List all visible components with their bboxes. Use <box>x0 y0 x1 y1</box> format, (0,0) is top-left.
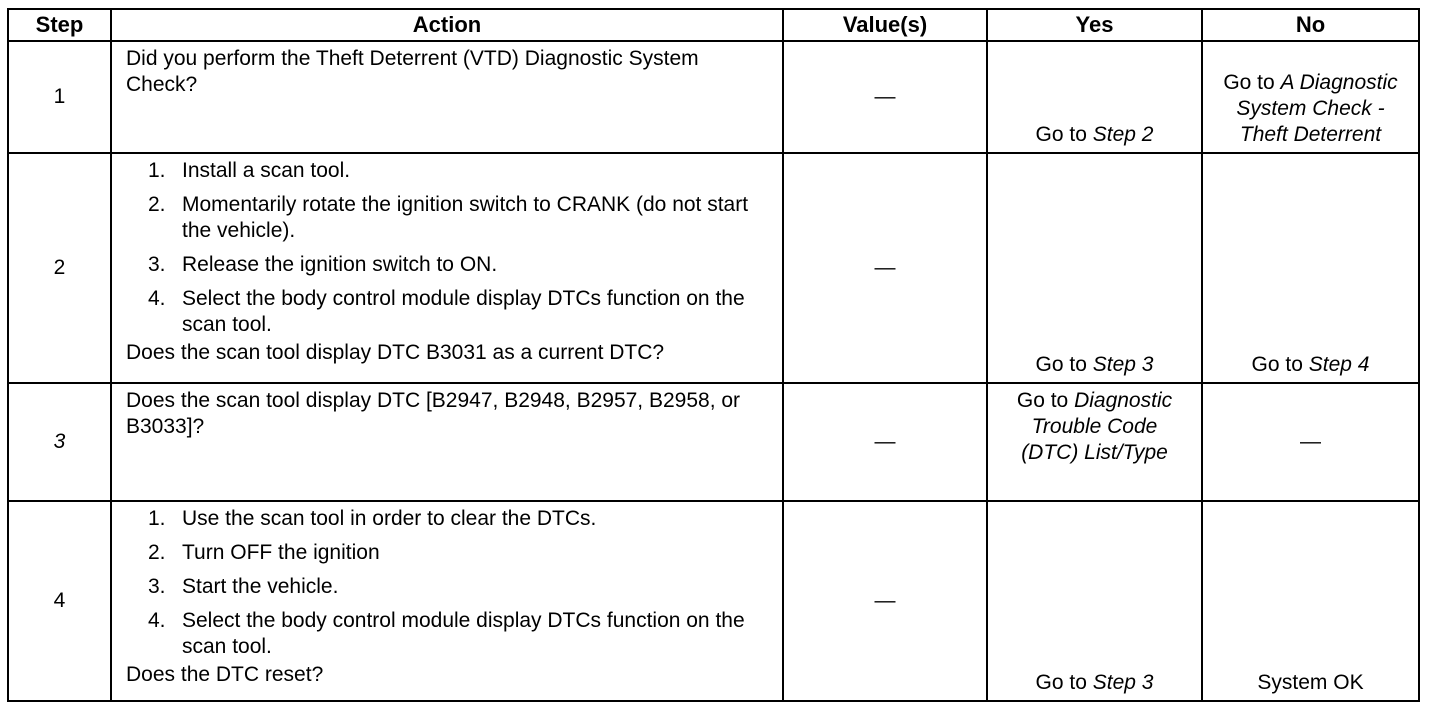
action-cell <box>111 383 783 501</box>
action-cell <box>111 501 783 701</box>
yes-prefix: Go to <box>1035 123 1093 146</box>
yes-link[interactable]: Step 2 <box>1092 123 1154 146</box>
list-item <box>126 252 774 278</box>
list-item <box>126 540 774 566</box>
item-text: Select the body control module display DTCs function on the scan tool. <box>182 609 745 658</box>
item-number: 4. <box>148 609 166 632</box>
action-question: Did you perform the Theft Deterrent (VTD) Diagnostic System Check? <box>126 47 699 96</box>
yes-prefix: Go to <box>1016 389 1075 412</box>
list-item <box>126 574 774 600</box>
list-item <box>126 286 782 338</box>
no-cell <box>1202 153 1419 383</box>
yes-cell <box>987 501 1202 701</box>
no-prefix: Go to <box>1223 71 1281 94</box>
list-item <box>126 506 774 532</box>
step-number: 1 <box>8 41 111 153</box>
step-number: 2 <box>8 153 111 383</box>
value-cell: — <box>783 383 987 501</box>
diagnostic-table <box>7 8 1420 702</box>
action-cell <box>111 41 783 153</box>
item-number: 3. <box>148 253 166 276</box>
item-number: 4. <box>148 287 166 310</box>
yes-prefix: Go to <box>1035 353 1093 376</box>
header-no: No <box>1202 9 1419 41</box>
action-question: Does the scan tool display DTC [B2947, B2948, B2957, B2958, or B3033]? <box>126 389 741 438</box>
table-row <box>8 501 1419 701</box>
item-text: Use the scan tool in order to clear the DTCs. <box>182 507 597 530</box>
no-prefix: Go to <box>1251 353 1309 376</box>
yes-link[interactable]: Step 3 <box>1092 353 1154 376</box>
step-number: 3 <box>8 383 111 501</box>
item-number: 1. <box>148 159 166 182</box>
table-row <box>8 383 1419 501</box>
item-text: Select the body control module display DTCs function on the scan tool. <box>182 287 745 336</box>
list-item <box>126 158 774 184</box>
header-values: Value(s) <box>783 9 987 41</box>
item-text: Install a scan tool. <box>182 159 351 182</box>
item-text: Start the vehicle. <box>182 575 339 598</box>
item-number: 3. <box>148 575 166 598</box>
yes-cell <box>987 153 1202 383</box>
no-link[interactable]: A Diagnostic System Check - Theft Deterrent <box>1236 71 1398 146</box>
item-number: 2. <box>148 193 166 216</box>
item-number: 2. <box>148 541 166 564</box>
table-row <box>8 41 1419 153</box>
item-text: Momentarily rotate the ignition switch to CRANK (do not start the vehicle). <box>182 193 749 242</box>
yes-cell <box>987 383 1202 501</box>
yes-cell <box>987 41 1202 153</box>
value-cell: — <box>783 153 987 383</box>
value-cell: — <box>783 41 987 153</box>
action-question: Does the scan tool display DTC B3031 as a current DTC? <box>126 341 665 364</box>
table-row <box>8 153 1419 383</box>
item-text: Turn OFF the ignition <box>182 541 380 564</box>
action-steps-list <box>126 506 774 660</box>
header-action: Action <box>111 9 783 41</box>
yes-prefix: Go to <box>1035 671 1093 694</box>
no-cell: System OK <box>1202 501 1419 701</box>
action-question: Does the DTC reset? <box>126 663 324 686</box>
step-number: 4 <box>8 501 111 701</box>
no-cell <box>1202 41 1419 153</box>
no-cell: — <box>1202 383 1419 501</box>
action-steps-list <box>126 158 774 338</box>
value-cell: — <box>783 501 987 701</box>
item-text: Release the ignition switch to ON. <box>182 253 498 276</box>
no-link[interactable]: Step 4 <box>1308 353 1370 376</box>
list-item <box>126 192 782 244</box>
action-cell <box>111 153 783 383</box>
yes-link[interactable]: Step 3 <box>1092 671 1154 694</box>
header-yes: Yes <box>987 9 1202 41</box>
yes-link[interactable]: Diagnostic Trouble Code (DTC) List/Type <box>1021 389 1173 464</box>
item-number: 1. <box>148 507 166 530</box>
header-step: Step <box>8 9 111 41</box>
header-row <box>8 9 1419 41</box>
list-item <box>126 608 782 660</box>
